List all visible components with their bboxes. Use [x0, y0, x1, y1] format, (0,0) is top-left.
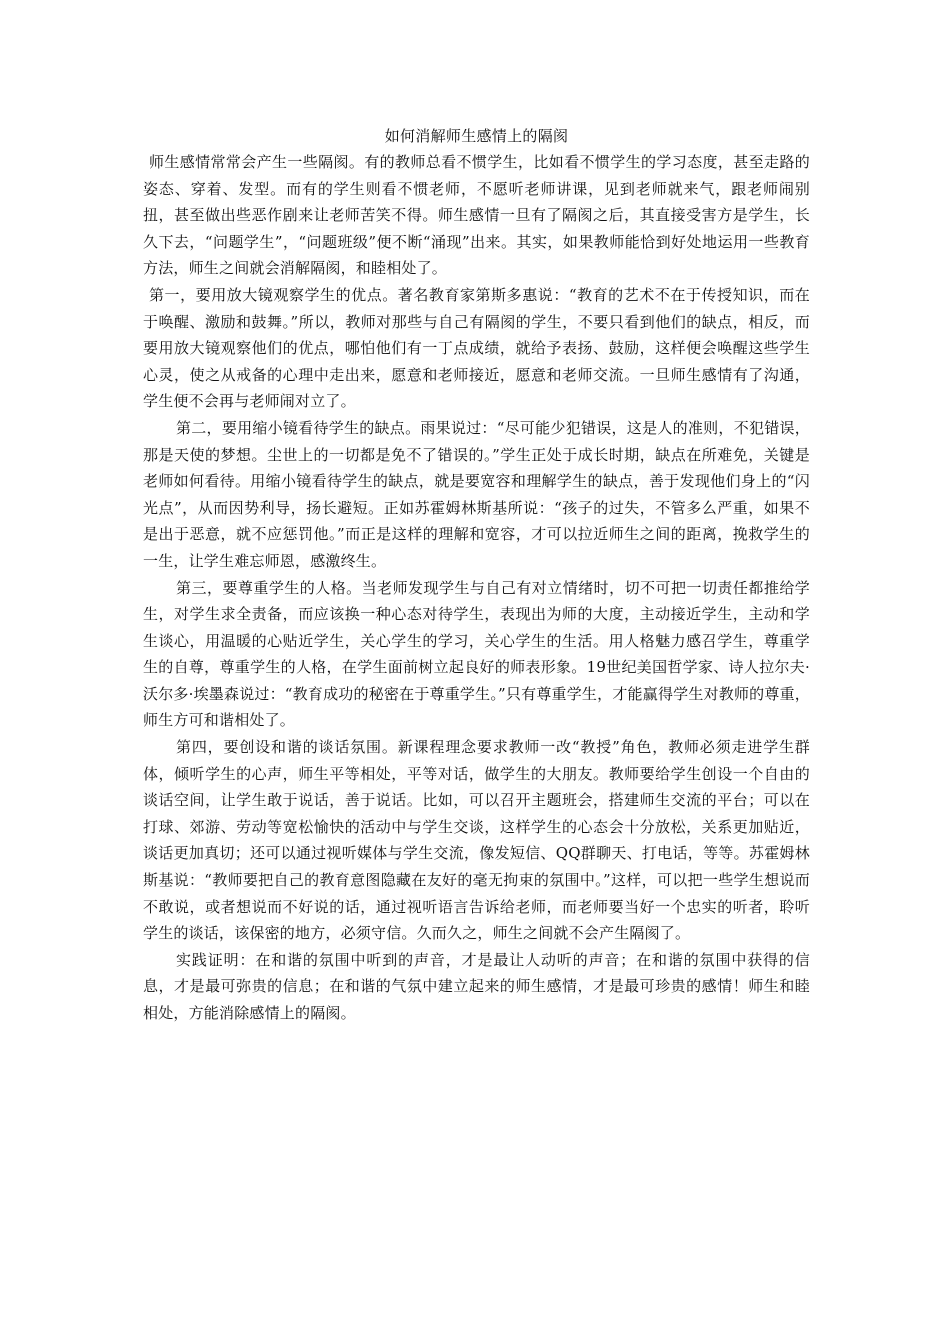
document-title: 如何消解师生感情上的隔阂 — [384, 127, 569, 145]
paragraph-first: 第一，要用放大镜观察学生的优点。著名教育家第斯多惠说：“教育的艺术不在于传授知识，而在于唤醒、激励和鼓舞。”所以，教师对那些与自己有隔阂的学生，不要只看到他们的缺点，相反，而要用放大镜观察他们的优点，哪怕他们有一丁点成绩，就给予表扬、鼓励，这样便会唤醒这些学生心灵，使之从戒备的心理中走出来，愿意和老师接近，愿意和老师交流。一旦师生感情有了沟通，学生便不会再与老师闹对立了。 — [143, 285, 810, 411]
paragraph-intro: 师生感情常常会产生一些隔阂。有的教师总看不惯学生，比如看不惯学生的学习态度，甚至走路的姿态、穿着、发型。而有的学生则看不惯老师，不愿听老师讲课，见到老师就来气，跟老师闹别扭，甚至做出些恶作剧来让老师苦笑不得。师生感情一旦有了隔阂之后，其直接受害方是学生，长久下去，“问题学生”，“问题班级”便不断“涌现”出来。其实，如果教师能恰到好处地运用一些教育方法，师生之间就会消解隔阂，和睦相处了。 — [143, 153, 810, 278]
paragraph-third: 第三，要尊重学生的人格。当老师发现学生与自己有对立情绪时，切不可把一切责任都推给学生，对学生求全责备，而应该换一种心态对待学生，表现出为师的大度，主动接近学生，主动和学生谈心，用温暖的心贴近学生，关心学生的学习，关心学生的生活。用人格魅力感召学生，尊重学生的自尊，尊重学生的人格，在学生面前树立起良好的师表形象。19世纪美国哲学家、诗人拉尔夫·沃尔多·埃墨森说过：“教育成功的秘密在于尊重学生。”只有尊重学生，才能赢得学生对教师的尊重，师生方可和谐相处了。 — [143, 578, 810, 730]
paragraph-second: 第二，要用缩小镜看待学生的缺点。雨果说过：“尽可能少犯错误，这是人的准则，不犯错误，那是天使的梦想。尘世上的一切都是免不了错误的。”学生正处于成长时期，缺点在所难免，关键是老师如何看待。用缩小镜看待学生的缺点，就是要宽容和理解学生的缺点，善于发现他们身上的“闪光点”，从而因势利导，扬长避短。正如苏霍姆林斯基所说：“孩子的过失，不管多么严重，如果不是出于恶意，就不应惩罚他。”而正是这样的理解和宽容，才可以拉近师生之间的距离，挽救学生的一生，让学生难忘师恩，感激终生。 — [143, 418, 810, 570]
paragraph-fourth: 第四，要创设和谐的谈话氛围。新课程理念要求教师一改“教授”角色，教师必须走进学生群体，倾听学生的心声，师生平等相处，平等对话，做学生的大朋友。教师要给学生创设一个自由的谈话空间，让学生敢于说话，善于说话。比如，可以召开主题班会，搭建师生交流的平台；可以在打球、郊游、劳动等宽松愉快的活动中与学生交谈，这样学生的心态会十分放松，关系更加贴近，谈话更加真切；还可以通过视听媒体与学生交流，像发短信、QQ群聊天、打电话，等等。苏霍姆林斯基说：“教师要把自己的教育意图隐藏在友好的毫无拘束的氛围中。”这样，可以把一些学生想说而不敢说，或者想说而不好说的话，通过视听语言告诉给老师，而老师要当好一个忠实的听者，聆听学生的谈话，该保密的地方，必须守信。久而久之，师生之间就不会产生隔阂了。 — [143, 738, 810, 943]
document-page — [143, 123, 810, 1027]
paragraph-conclusion: 实践证明：在和谐的氛围中听到的声音，才是最让人动听的声音；在和谐的氛围中获得的信息，才是最可弥贵的信息；在和谐的气氛中建立起来的师生感情，才是最可珍贵的感情！师生和睦相处，方能消除感情上的隔阂。 — [143, 950, 810, 1022]
